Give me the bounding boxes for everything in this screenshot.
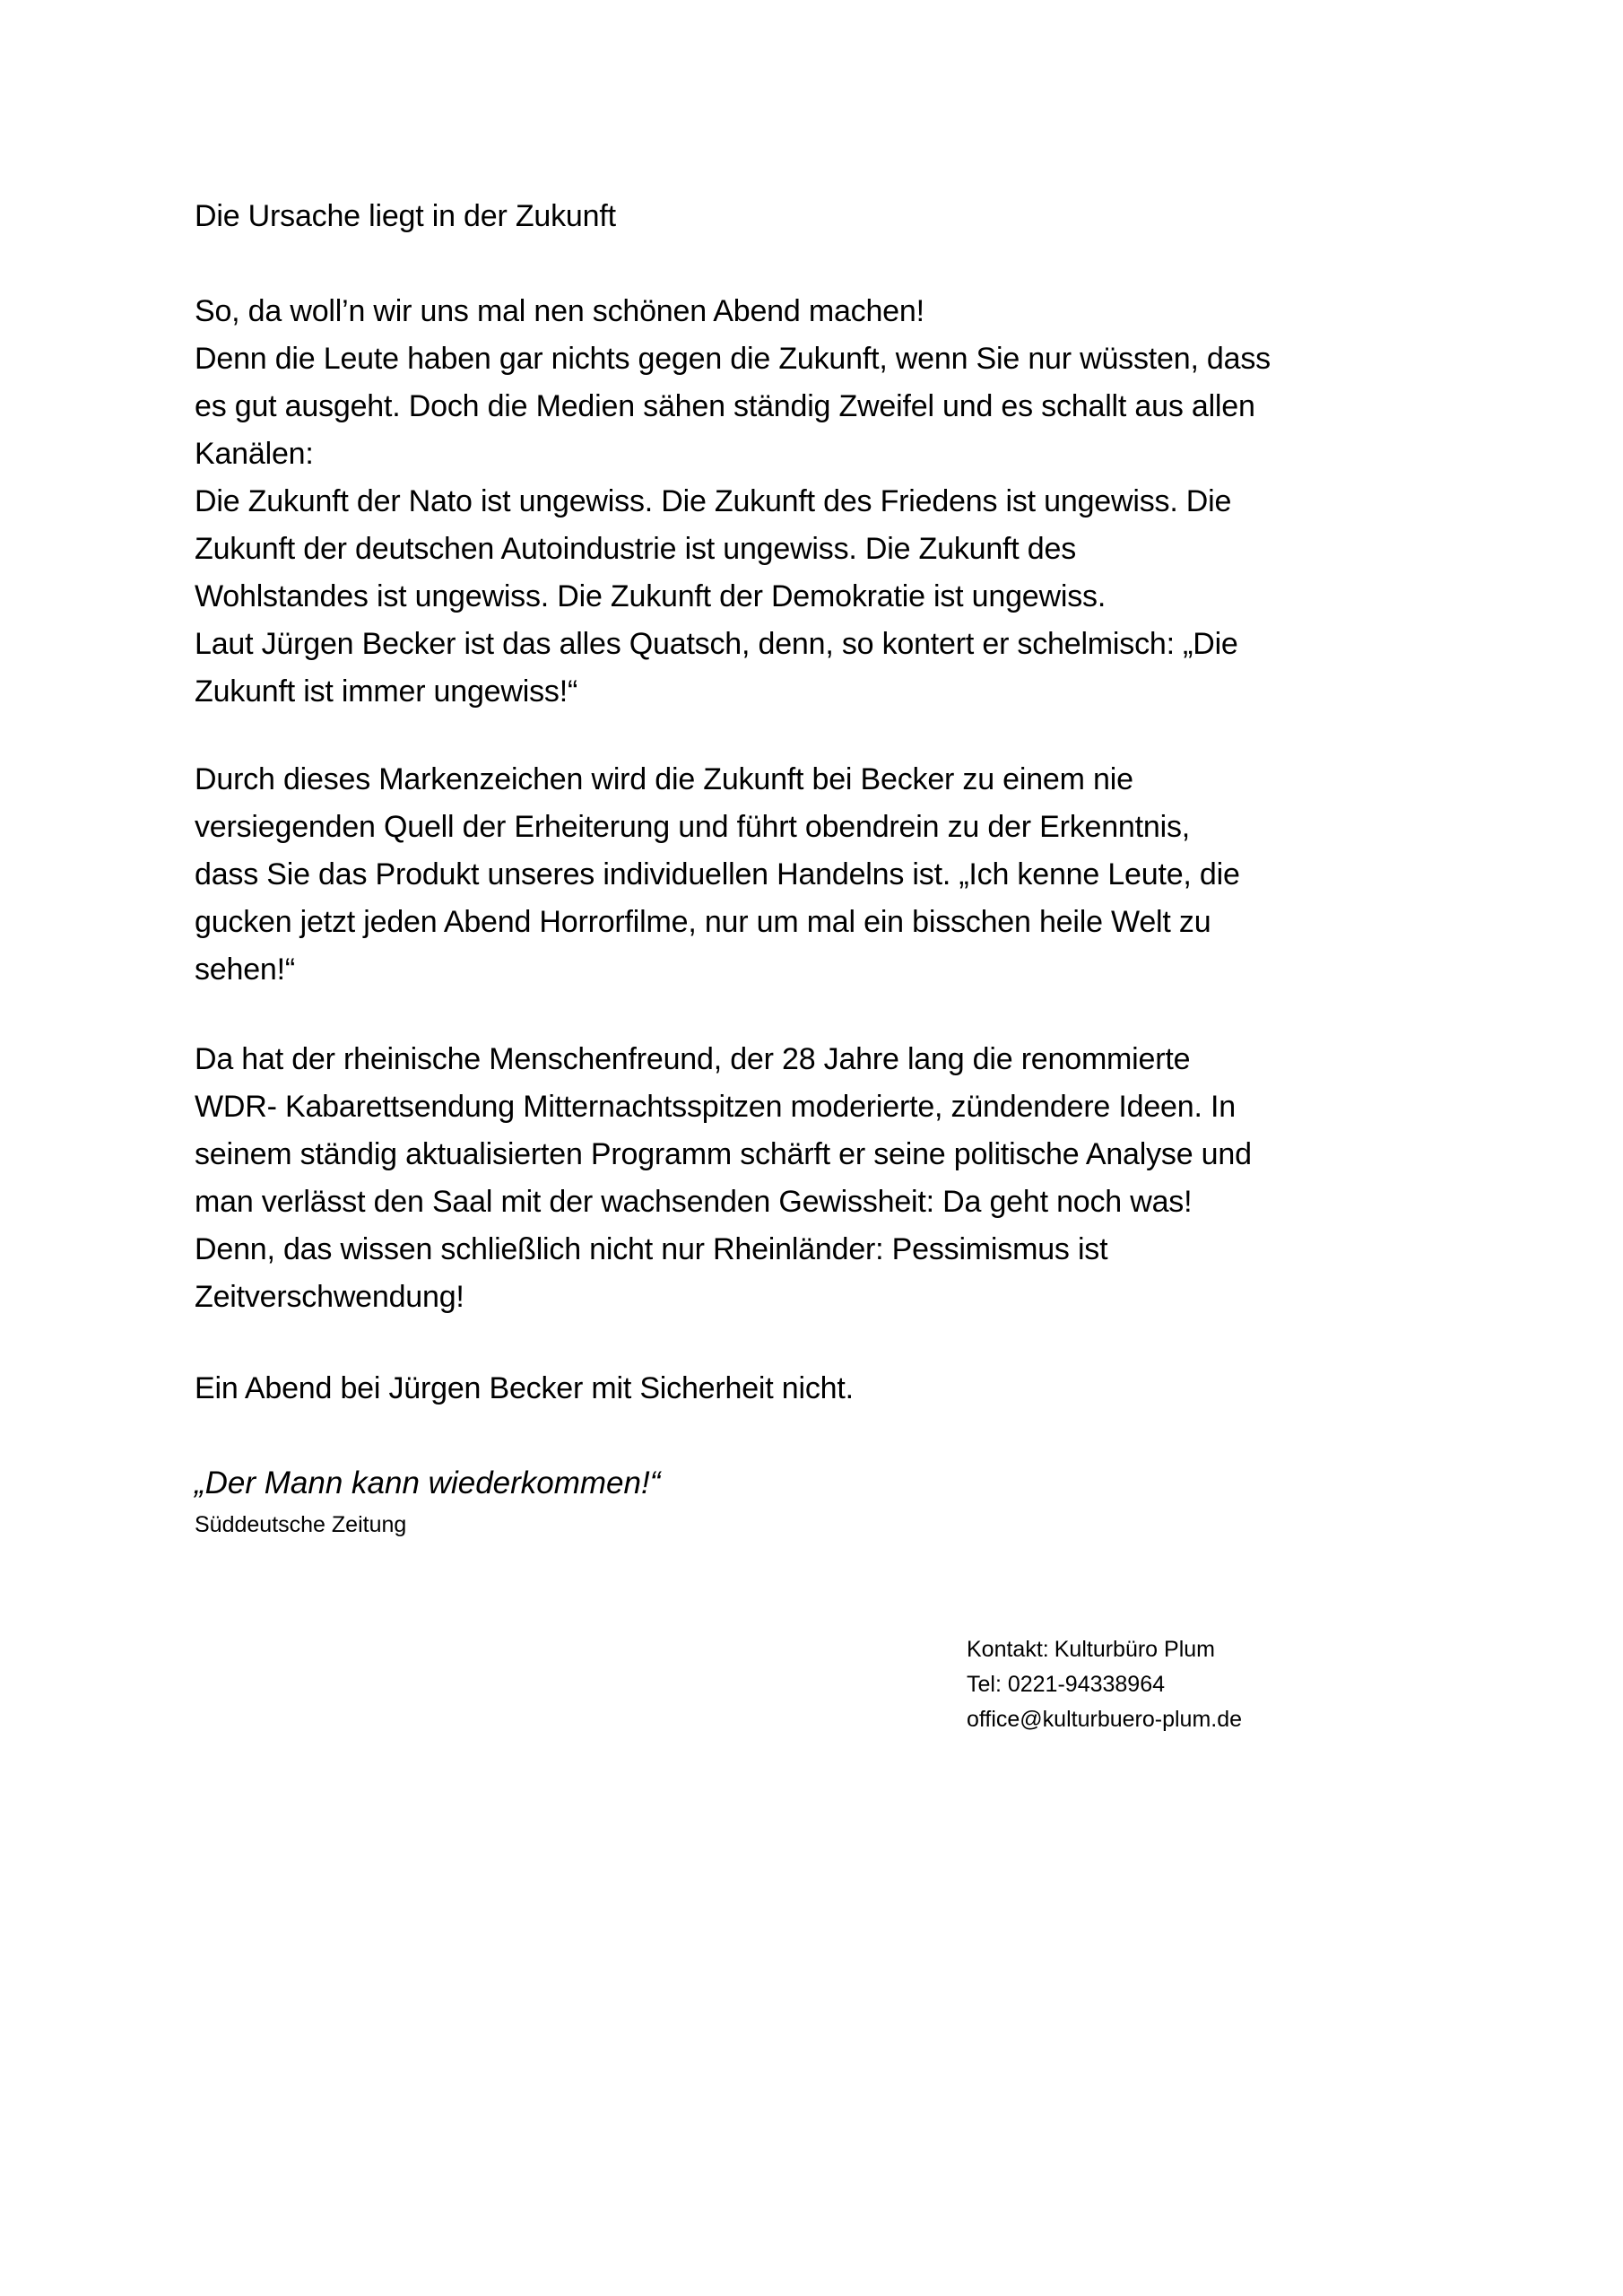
contact-organization-line [967,1632,1242,1667]
contact-label: Kontakt: [967,1637,1049,1662]
paragraph-intro [195,288,1450,716]
text-line: Wohlstandes ist ungewiss. Die Zukunft der Demokratie ist ungewiss. [195,579,1107,613]
text-line: Da hat der rheinische Menschenfreund, der 28 Jahre lang die renommierte [195,1042,1191,1076]
contact-organization: Kulturbüro Plum [1054,1637,1215,1662]
text-line: Zukunft ist immer ungewiss!“ [195,674,578,709]
press-quote: „Der Mann kann wiederkommen!“ [195,1465,661,1500]
text-line: Kanälen: [195,437,314,471]
text-line: Laut Jürgen Becker ist das alles Quatsch, denn, so kontert er schelmisch: „Die [195,627,1238,661]
text-line: Durch dieses Markenzeichen wird die Zukunft bei Becker zu einem nie [195,762,1133,796]
text-line: Zeitverschwendung! [195,1280,464,1314]
contact-phone: Tel: 0221-94338964 [967,1672,1166,1697]
text-line: Die Zukunft der Nato ist ungewiss. Die Zukunft des Friedens ist ungewiss. Die [195,484,1232,518]
text-line: WDR- Kabarettsendung Mitternachtsspitzen moderierte, zündendere Ideen. In [195,1090,1236,1124]
paragraph-biography [195,1036,1450,1321]
paragraph-trademark [195,756,1450,994]
text-line: gucken jetzt jeden Abend Horrorfilme, nur um mal ein bisschen heile Welt zu [195,905,1211,939]
quote-source: Süddeutsche Zeitung [195,1512,407,1537]
text-line: Ein Abend bei Jürgen Becker mit Sicherheit nicht. [195,1371,854,1405]
text-line: seinem ständig aktualisierten Programm schärft er seine politische Analyse und [195,1137,1252,1171]
text-line: es gut ausgeht. Doch die Medien sähen ständig Zweifel und es schallt aus allen [195,389,1255,423]
text-line: Denn die Leute haben gar nichts gegen die Zukunft, wenn Sie nur wüssten, dass [195,342,1271,376]
text-line: sehen!“ [195,952,296,987]
title-text: Die Ursache liegt in der Zukunft [195,199,616,233]
text-line: dass Sie das Produkt unseres individuellen Handelns ist. „Ich kenne Leute, die [195,857,1240,891]
text-line: So, da woll’n wir uns mal nen schönen Abend machen! [195,294,924,328]
contact-block [967,1632,1242,1737]
closing-sentence [195,1365,1450,1413]
text-line: Zukunft der deutschen Autoindustrie ist ungewiss. Die Zukunft des [195,532,1076,566]
document-title [195,193,1450,240]
text-line: Denn, das wissen schließlich nicht nur Rheinländer: Pessimismus ist [195,1232,1108,1266]
contact-email: office@kulturbuero-plum.de [967,1707,1243,1732]
text-line: versiegenden Quell der Erheiterung und führt obendrein zu der Erkenntnis, [195,810,1190,844]
text-line: man verlässt den Saal mit der wachsenden Gewissheit: Da geht noch was! [195,1185,1193,1219]
